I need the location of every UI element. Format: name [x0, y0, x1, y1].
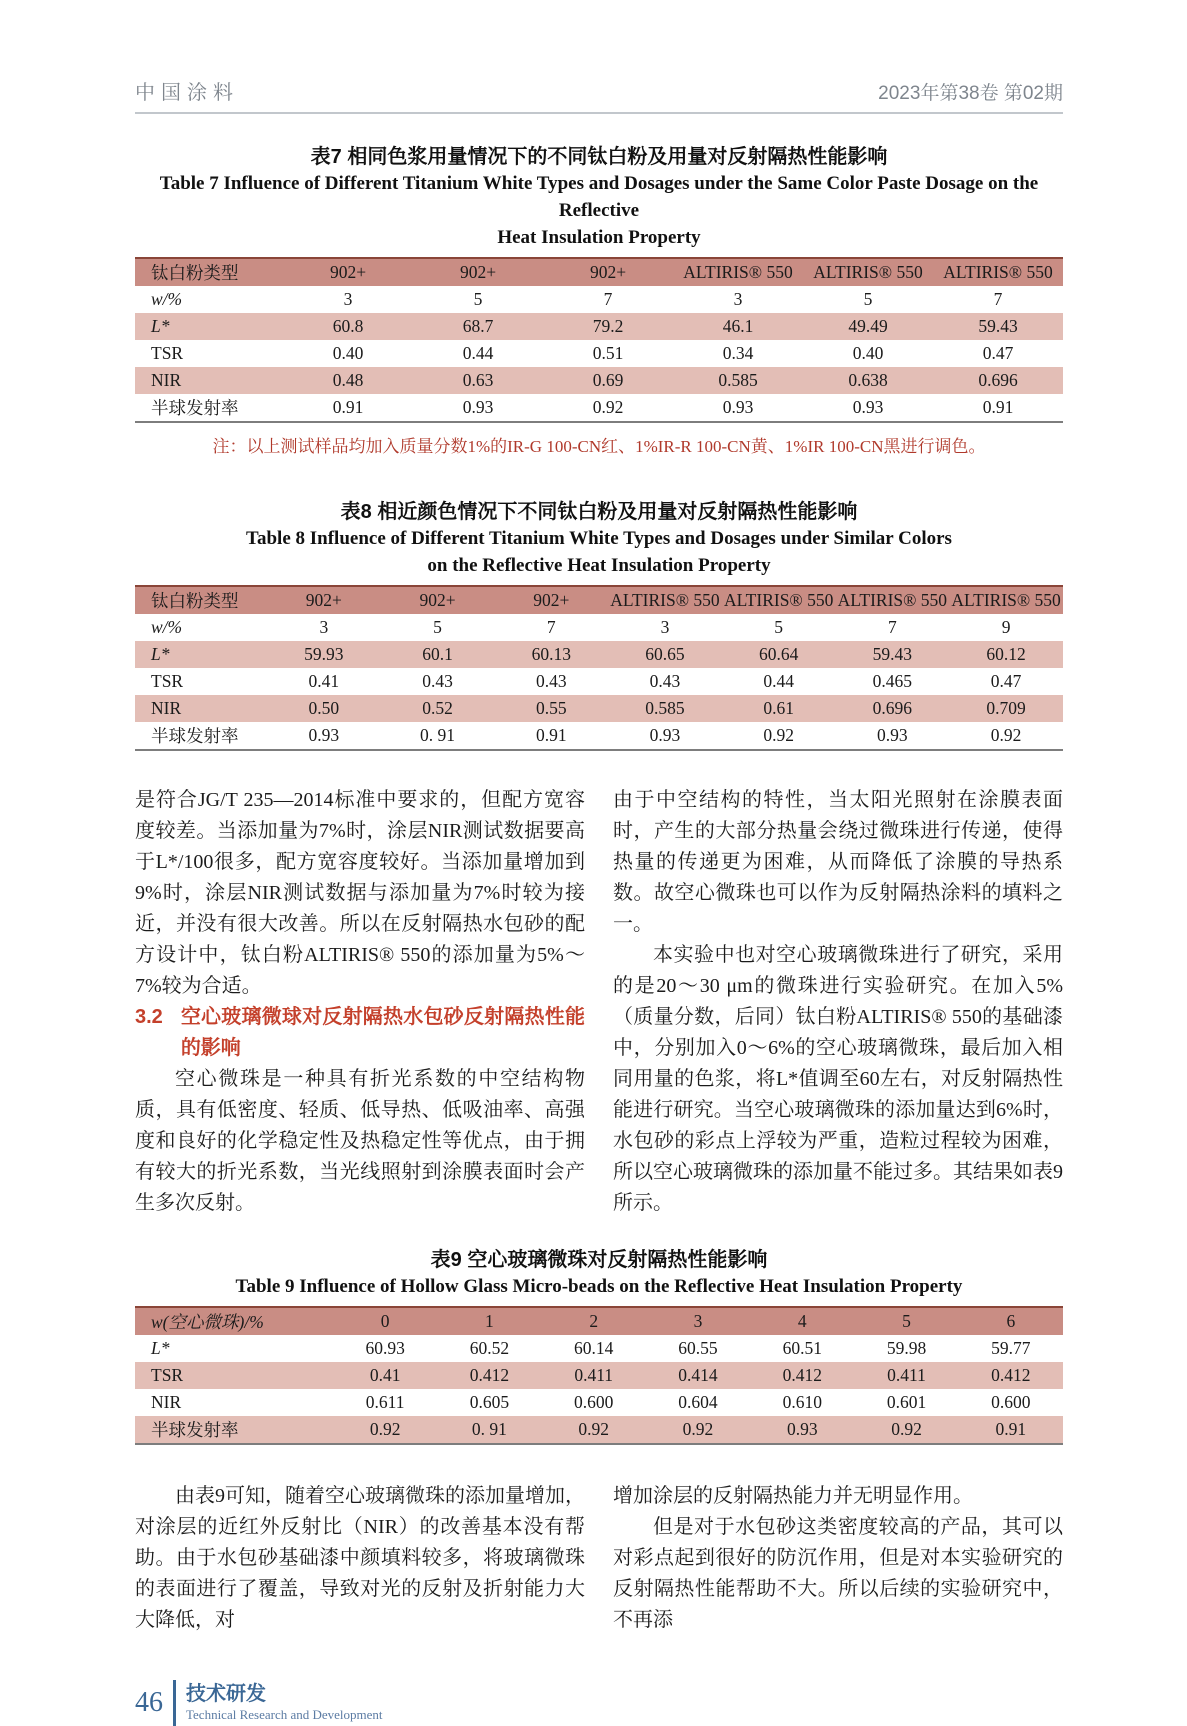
row-label: 半球发射率: [135, 1416, 333, 1444]
table-cell: 68.7: [413, 313, 543, 340]
table-cell: 0.91: [959, 1416, 1063, 1444]
row-label: 钛白粉类型: [135, 258, 283, 286]
table-cell: 0.63: [413, 367, 543, 394]
table-cell: 0.93: [877, 725, 908, 745]
table-cell: 0.51: [592, 343, 624, 363]
row-label: w/%: [151, 289, 183, 309]
table-row: [135, 586, 1063, 614]
table-cell: 0.44: [462, 343, 494, 363]
table-cell: 60.14: [574, 1338, 614, 1358]
section-heading: [135, 1002, 585, 1064]
table-cell: 5: [854, 1307, 958, 1335]
table-cell: 0.611: [365, 1392, 405, 1412]
table7-note: 注：以上测试样品均加入质量分数1%的IR-G 100-CN红、1%IR-R 100-CN黄、1%IR 100-CN黑进行调色。: [212, 437, 986, 456]
table-cell: 0.92: [763, 725, 794, 745]
table-cell: 0.600: [991, 1392, 1031, 1412]
table8-title-en-line2: on the Reflective Heat Insulation Property: [427, 555, 771, 576]
table-cell: 3: [343, 289, 353, 309]
footer-section: [186, 1682, 383, 1724]
page-number: 46: [135, 1687, 163, 1718]
table-cell: 0.92: [990, 725, 1022, 745]
table7-block: [135, 144, 1063, 457]
row-label: w/%: [151, 617, 183, 637]
table-cell: 0.93: [852, 397, 884, 417]
table-cell: 49.49: [803, 313, 933, 340]
table-cell: 5: [774, 617, 784, 637]
table-cell: 79.2: [543, 313, 673, 340]
table-cell: 59.43: [933, 313, 1063, 340]
table-cell: 0: [333, 1307, 437, 1335]
table-row: [135, 641, 1063, 668]
table-cell: 5: [863, 289, 873, 309]
table9-title-en-line1: Table 9 Influence of Hollow Glass Micro-beads on the Reflective Heat Insulation Property: [235, 1276, 963, 1297]
table-row: [135, 1389, 1063, 1416]
table-cell: 0.34: [722, 343, 754, 363]
left-column: [135, 785, 585, 1219]
table-cell: 7: [603, 289, 613, 309]
table-cell: 0.43: [535, 671, 567, 691]
table-cell: 0.465: [872, 671, 913, 691]
table-cell: 60.52: [469, 1338, 510, 1358]
table-cell: 4: [750, 1307, 854, 1335]
table-cell: 0.91: [332, 397, 364, 417]
row-label: 钛白粉类型: [135, 586, 267, 614]
table-row: [135, 722, 1063, 750]
table-cell: 7: [546, 617, 556, 637]
right-column: [613, 785, 1063, 1219]
table-cell: 0.412: [959, 1362, 1063, 1389]
table-cell: 6: [959, 1307, 1063, 1335]
table-cell: 902+: [413, 258, 543, 286]
table-cell: 0.93: [649, 725, 681, 745]
table-cell: 60.93: [365, 1338, 405, 1358]
table-cell: 0.92: [542, 1416, 646, 1444]
table-row: [135, 286, 1063, 313]
table7-title-en-line2: Heat Insulation Property: [497, 227, 701, 248]
table-cell: 0.55: [494, 695, 608, 722]
row-label: w(空心微珠)/%: [135, 1307, 333, 1335]
table8-block: [135, 499, 1063, 751]
table-cell: ALTIRIS® 550: [933, 258, 1063, 286]
row-label: L*: [135, 641, 267, 668]
row-label: NIR: [135, 367, 283, 394]
table-cell: 0.41: [333, 1362, 437, 1389]
table-cell: 0.41: [308, 671, 340, 691]
table-cell: 0.50: [267, 695, 381, 722]
table-row: [135, 258, 1063, 286]
table9-block: [135, 1247, 1063, 1445]
section-number: 3.2: [135, 1006, 163, 1028]
table-cell: 0.52: [381, 695, 495, 722]
table-cell: 5: [473, 289, 483, 309]
paragraph: 增加涂层的反射隔热能力并无明显作用。: [613, 1485, 973, 1507]
table-cell: 0.414: [646, 1362, 750, 1389]
running-head: [135, 76, 1063, 114]
row-label: L*: [135, 313, 283, 340]
table-cell: 3: [660, 617, 670, 637]
row-label: 半球发射率: [151, 398, 239, 418]
table-cell: 0.61: [722, 695, 836, 722]
table-cell: 902+: [381, 586, 495, 614]
table-row: [135, 1335, 1063, 1362]
paragraph: 由于中空结构的特性，当太阳光照射在涂膜表面时，产生的大部分热量会绕过微珠进行传递，使得热量的传递更为困难，从而降低了涂膜的导热系数。故空心微珠也可以作为反射隔热涂料的填料之一。: [613, 789, 1063, 935]
table-cell: 0.93: [462, 397, 494, 417]
table-cell: 0.91: [535, 725, 567, 745]
table-cell: ALTIRIS® 550: [836, 586, 950, 614]
table-cell: 60.1: [381, 641, 495, 668]
paragraph: 但是对于水包砂这类密度较高的产品，其可以对彩点起到很好的防沉作用，但是对本实验研究的反射隔热性能帮助不大。所以后续的实验研究中，不再添: [613, 1516, 1063, 1631]
paragraph: 本实验中也对空心玻璃微珠进行了研究，采用的是20～30 μm的微珠进行实验研究。在加入5%（质量分数，后同）钛白粉ALTIRIS® 550的基础漆中，分别加入0～6%的空心玻璃微珠，最后加入相同用量的色浆，将L*值调至60左右，对反射隔热性能进行研究。当空心玻璃微珠的添加量达到6%时，水包砂的彩点上浮较为严重，造粒过程较为困难，所以空心玻璃微珠的添加量不能过多。其结果如表9所示。: [613, 944, 1063, 1214]
table-cell: ALTIRIS® 550: [608, 586, 722, 614]
table-cell: 902+: [543, 258, 673, 286]
table-cell: 1: [437, 1307, 541, 1335]
table-cell: 60.13: [494, 641, 608, 668]
table-cell: 0.411: [854, 1362, 958, 1389]
table-cell: 3: [733, 289, 743, 309]
table-cell: 59.93: [267, 641, 381, 668]
table-cell: ALTIRIS® 550: [949, 586, 1063, 614]
table-cell: ALTIRIS® 550: [673, 258, 803, 286]
table-cell: 0.610: [782, 1392, 822, 1412]
table-row: [135, 1307, 1063, 1335]
table-cell: 9: [1001, 617, 1011, 637]
table7: [135, 257, 1063, 423]
table-cell: 0.92: [333, 1416, 437, 1444]
table-cell: 0.91: [982, 397, 1014, 417]
table-cell: 0.44: [763, 671, 794, 691]
table-cell: 0.412: [437, 1362, 541, 1389]
row-label: TSR: [135, 1362, 333, 1389]
table-row: [135, 1362, 1063, 1389]
table-cell: 60.12: [949, 641, 1063, 668]
table-cell: 0.605: [469, 1392, 510, 1412]
table-cell: 0.48: [283, 367, 413, 394]
table-cell: 0.92: [592, 397, 624, 417]
footer-section-cn: 技术研发: [186, 1683, 266, 1705]
table-cell: 59.43: [836, 641, 950, 668]
table8-title-en-line1: Table 8 Influence of Different Titanium White Types and Dosages under Similar Colors: [246, 528, 952, 549]
table-cell: 0.638: [803, 367, 933, 394]
table-cell: 0.412: [750, 1362, 854, 1389]
table-cell: 0.604: [678, 1392, 718, 1412]
table-cell: 0.411: [542, 1362, 646, 1389]
row-label: TSR: [151, 343, 184, 363]
table8: [135, 585, 1063, 751]
table-cell: 0.600: [574, 1392, 614, 1412]
body-columns: [135, 785, 1063, 1219]
table7-title-cn: 表7 相同色浆用量情况下的不同钛白粉及用量对反射隔热性能影响: [310, 146, 888, 168]
table-cell: 0.585: [673, 367, 803, 394]
table-cell: 3: [319, 617, 329, 637]
paragraph: 是符合JG/T 235—2014标准中要求的，但配方宽容度较差。当添加量为7%时，涂层NIR测试数据要高于L*/100很多，配方宽容度较好。当添加量增加到9%时，涂层NIR测试数据与添加量为7%时较为接近，并没有很大改善。所以在反射隔热水包砂的配方设计中，钛白粉ALTIRIS® 550的添加量为5%～7%较为合适。: [135, 789, 585, 997]
table-row: [135, 367, 1063, 394]
table-cell: 0.93: [750, 1416, 854, 1444]
row-label: L*: [151, 1338, 170, 1358]
journal-name: 中国涂料: [135, 82, 239, 104]
table-row: [135, 695, 1063, 722]
table-cell: 0.585: [608, 695, 722, 722]
table-cell: 3: [646, 1307, 750, 1335]
table-cell: 0.69: [543, 367, 673, 394]
table-cell: 0.43: [649, 671, 681, 691]
table-cell: 60.8: [283, 313, 413, 340]
table-cell: 0.709: [949, 695, 1063, 722]
table-cell: 0. 91: [437, 1416, 541, 1444]
table-cell: 0.696: [836, 695, 950, 722]
page-footer: [135, 1680, 1063, 1726]
table7-title-en-line1: Table 7 Influence of Different Titanium White Types and Dosages under the Same Color Paste Dosage on the Reflective: [159, 173, 1039, 221]
row-label: TSR: [151, 671, 184, 691]
table-cell: 0.92: [854, 1416, 958, 1444]
table-cell: 0.40: [332, 343, 364, 363]
table-row: [135, 394, 1063, 422]
table-cell: 59.98: [886, 1338, 927, 1358]
bottom-columns: [135, 1481, 1063, 1636]
row-label: 半球发射率: [151, 726, 239, 746]
table-row: [135, 614, 1063, 641]
table-cell: ALTIRIS® 550: [803, 258, 933, 286]
table-cell: 60.55: [678, 1338, 718, 1358]
table-cell: 0.93: [308, 725, 340, 745]
table-cell: 0.601: [886, 1392, 927, 1412]
table9: [135, 1306, 1063, 1445]
table-cell: 7: [887, 617, 897, 637]
table8-title-cn: 表8 相近颜色情况下不同钛白粉及用量对反射隔热性能影响: [340, 501, 858, 523]
table-row: [135, 313, 1063, 340]
table-cell: 59.77: [991, 1338, 1031, 1358]
table-cell: 60.51: [782, 1338, 822, 1358]
table-cell: 902+: [267, 586, 381, 614]
table-cell: ALTIRIS® 550: [722, 586, 836, 614]
table-cell: 46.1: [673, 313, 803, 340]
table-cell: 5: [433, 617, 442, 637]
section-title: 空心玻璃微球对反射隔热水包砂反射隔热性能的影响: [180, 1006, 585, 1059]
table-cell: 0.93: [722, 397, 754, 417]
table-cell: 0. 91: [420, 725, 456, 745]
table-row: [135, 1416, 1063, 1444]
table-cell: 60.65: [608, 641, 722, 668]
table-cell: 60.64: [722, 641, 836, 668]
table-cell: 0.92: [646, 1416, 750, 1444]
table-cell: 7: [993, 289, 1003, 309]
table-row: [135, 668, 1063, 695]
table-cell: 0.47: [982, 343, 1014, 363]
row-label: NIR: [135, 695, 267, 722]
table-cell: 0.696: [933, 367, 1063, 394]
table-row: [135, 340, 1063, 367]
paragraph: 由表9可知，随着空心玻璃微珠的添加量增加，对涂层的近红外反射比（NIR）的改善基本没有帮助。由于水包砂基础漆中颜填料较多，将玻璃微珠的表面进行了覆盖，导致对光的反射及折射能力大大降低，对: [135, 1485, 585, 1631]
table-cell: 0.40: [852, 343, 884, 363]
row-label: NIR: [151, 1392, 182, 1412]
table-cell: 902+: [283, 258, 413, 286]
table-cell: 902+: [494, 586, 608, 614]
table9-title-cn: 表9 空心玻璃微珠对反射隔热性能影响: [430, 1249, 768, 1271]
table-cell: 2: [542, 1307, 646, 1335]
issue-info: 2023年第38卷 第02期: [878, 83, 1063, 104]
bottom-right-column: [613, 1481, 1063, 1636]
table-cell: 0.47: [990, 671, 1022, 691]
table-cell: 0.43: [422, 671, 453, 691]
paragraph: 空心微珠是一种具有折光系数的中空结构物质，具有低密度、轻质、低导热、低吸油率、高强度和良好的化学稳定性及热稳定性等优点，由于拥有较大的折光系数，当光线照射到涂膜表面时会产生多次反射。: [135, 1068, 585, 1214]
footer-divider-bar: [173, 1680, 176, 1726]
bottom-left-column: [135, 1481, 585, 1636]
footer-section-en: Technical Research and Development: [186, 1707, 383, 1722]
